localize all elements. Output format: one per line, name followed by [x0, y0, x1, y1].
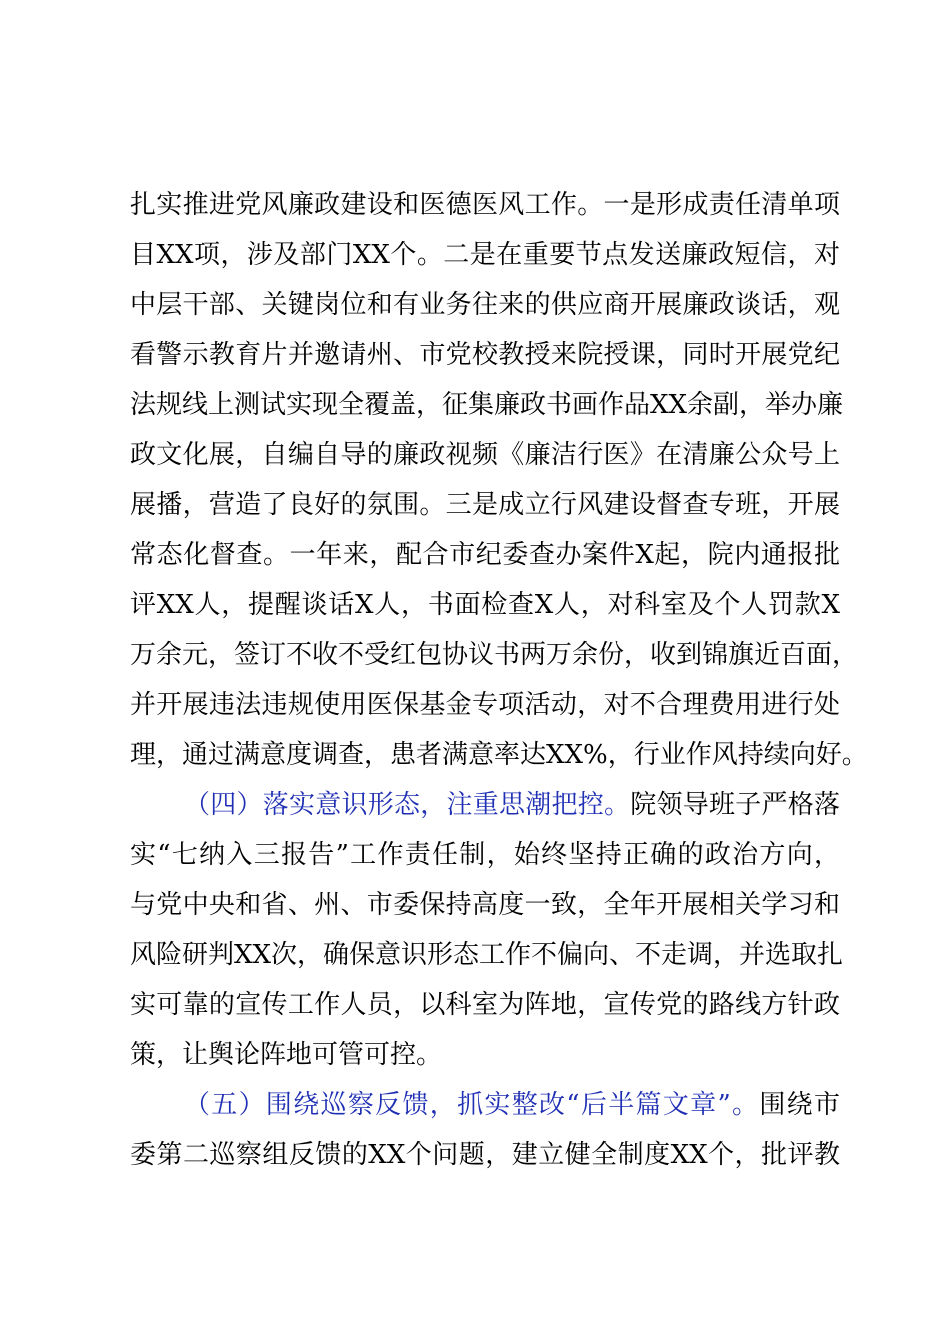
text-line: 中层干部、关键岗位和有业务往来的供应商开展廉政谈话，观 [130, 290, 840, 320]
text-line: 看警示教育片并邀请州、市党校教授来院授课，同时开展党纪 [130, 340, 840, 370]
paragraph-inspection [130, 1080, 840, 1180]
text-line: 政文化展，自编自导的廉政视频《廉洁行医》在清廉公众号上 [130, 440, 840, 470]
text-line: 实可靠的宣传工作人员，以科室为阵地，宣传党的路线方针政 [130, 990, 840, 1020]
text-line: 实“七纳入三报告”工作责任制，始终坚持正确的政治方向， [130, 840, 840, 870]
text-line: 评XX人，提醒谈话X人，书面检查X人，对科室及个人罚款X [130, 590, 840, 620]
text-line: 并开展违法违规使用医保基金专项活动，对不合理费用进行处 [130, 690, 840, 720]
paragraph-ideology [130, 780, 844, 1080]
paragraph-party-conduct [130, 180, 868, 780]
text-line: 与党中央和省、州、市委保持高度一致，全年开展相关学习和 [130, 890, 840, 920]
text-line: 风险研判XX次，确保意识形态工作不偏向、不走调，并选取扎 [130, 940, 844, 970]
section-heading-4: （四）落实意识形态，注重思潮把控。 [184, 790, 631, 820]
text-line: 法规线上测试实现全覆盖，征集廉政书画作品XX余副，举办廉 [130, 390, 844, 420]
text-line: 目XX项，涉及部门XX个。二是在重要节点发送廉政短信，对 [130, 240, 840, 270]
text-line: 常态化督查。一年来，配合市纪委查办案件X起，院内通报批 [130, 540, 840, 570]
text-span: 院领导班子严格落 [630, 790, 840, 820]
text-line: 理，通过满意度调查，患者满意率达XX%，行业作风持续向好。 [130, 740, 868, 770]
document-body [130, 180, 868, 1180]
text-line: 展播，营造了良好的氛围。三是成立行风建设督查专班，开展 [130, 490, 840, 520]
text-span: 围绕市 [759, 1090, 840, 1120]
text-line: 万余元，签订不收不受红包协议书两万余份，收到锦旗近百面， [130, 640, 859, 670]
text-line [130, 1080, 840, 1130]
text-line: 策，让舆论阵地可管可控。 [130, 1040, 443, 1070]
text-line: 委第二巡察组反馈的XX个问题，建立健全制度XX个，批评教 [130, 1140, 840, 1170]
text-line [130, 780, 840, 830]
section-heading-5: （五）围绕巡察反馈，抓实整改“后半篇文章”。 [184, 1090, 760, 1120]
text-line: 扎实推进党风廉政建设和医德医风工作。一是形成责任清单项 [130, 190, 840, 220]
